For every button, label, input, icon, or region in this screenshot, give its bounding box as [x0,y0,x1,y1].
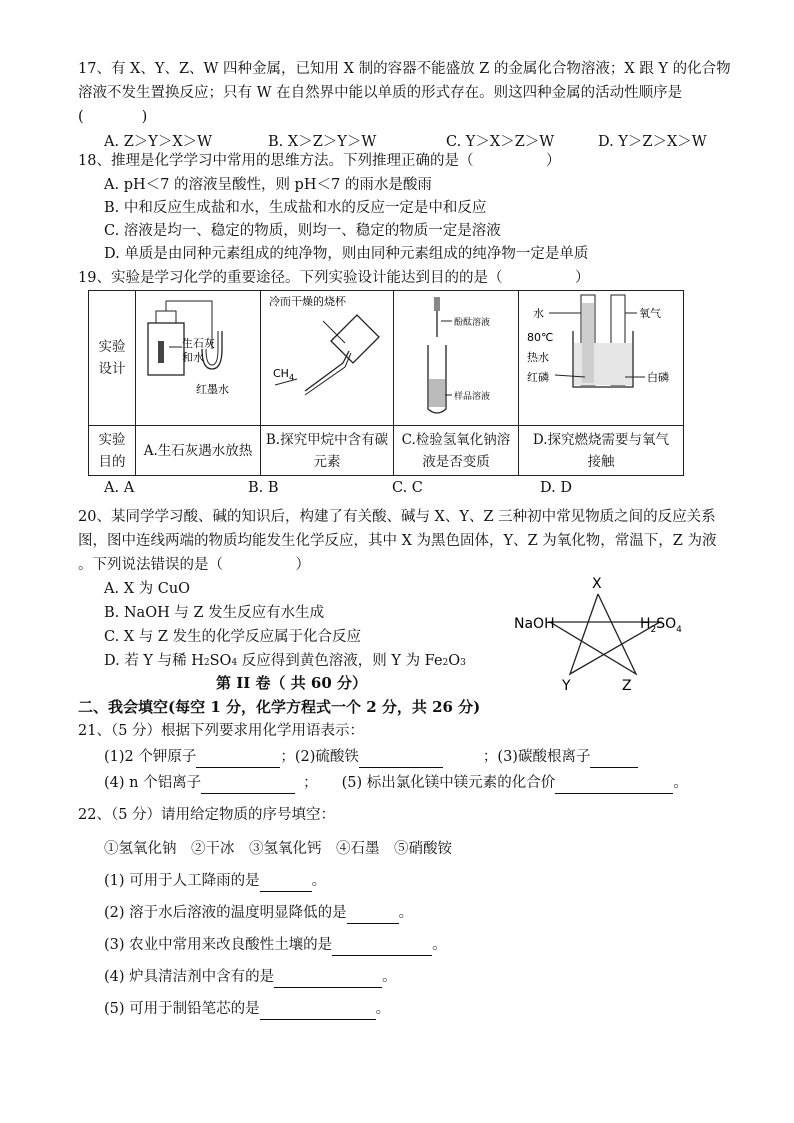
blank-22-1[interactable] [260,875,312,892]
blank-21-3[interactable] [590,751,638,768]
apparatus-c-drawing [394,291,518,421]
experiment-table [88,290,684,476]
star-node-x: X [592,576,602,592]
row-head-design: 实验设计 [89,291,136,426]
q17-option-c[interactable]: C. Y＞X＞Z＞W [446,134,555,150]
q17-paren: ( ) [78,109,148,125]
star-node-naoh: NaOH [514,616,555,632]
star-node-y: Y [562,678,571,692]
svg-text:热水: 热水 [527,351,549,364]
q18-option-a[interactable]: A. pH＜7 的溶液呈酸性，则 pH＜7 的雨水是酸雨 [104,177,432,193]
apparatus-b [261,291,394,426]
q22-stem: 22、（5 分）请用给定物质的序号填空： [78,807,336,823]
q22-item-3: (3) 农业中常用来改良酸性土壤的是 。 [104,934,447,956]
q19-option-d[interactable]: D. D [540,480,572,496]
svg-text:水: 水 [533,307,544,320]
svg-text:样品溶液: 样品溶液 [454,392,491,402]
svg-text:冷而干燥的烧杯: 冷而干燥的烧杯 [269,295,346,308]
q21-line2: (4) n 个铝离子 ； (5) 标出氯化镁中镁元素的化合价 。 [104,772,688,794]
blank-21-5[interactable] [555,777,673,794]
part2-title: 第 II 卷（ 共 60 分） [216,674,368,692]
purpose-d: D.探究燃烧需要与氧气接触 [519,426,684,476]
svg-text:红墨水: 红墨水 [196,383,229,396]
q17-line1: 17、有 X、Y、Z、W 四种金属，已知用 X 制的容器不能盛放 Z 的金属化合物溶液；X 跟 Y 的化合物 [78,61,731,77]
q22-substances: ①氢氧化钠 ②干冰 ③氢氧化钙 ④石墨 ⑤硝酸铵 [104,841,452,857]
q22-item-1: (1) 可用于人工降雨的是 。 [104,870,326,892]
q19-stem: 19、实验是学习化学的重要途径。下列实验设计能达到目的的是（ ） [78,270,590,286]
q18-option-c[interactable]: C. 溶液是均一、稳定的物质，则均一、稳定的物质一定是溶液 [104,223,501,239]
apparatus-c [394,291,519,426]
svg-text:生石灰: 生石灰 [182,337,215,350]
q17-option-d[interactable]: D. Y＞Z＞X＞W [598,134,707,150]
q20-option-c[interactable]: C. X 与 Z 发生的化学反应属于化合反应 [104,629,362,645]
q20-option-b[interactable]: B. NaOH 与 Z 发生反应有水生成 [104,605,325,621]
row-head-purpose: 实验目的 [89,426,136,476]
section2-title: 二、我会填空(每空 1 分，化学方程式一个 2 分，共 26 分) [78,698,481,716]
svg-text:氧气: 氧气 [639,307,661,320]
q19-option-a[interactable]: A. A [104,480,135,496]
q20-line3: 。下列说法错误的是（ ） [78,557,310,573]
q22-item-2: (2) 溶于水后溶液的温度明显降低的是 。 [104,902,413,924]
q21-stem: 21、（5 分）根据下列要求用化学用语表示： [78,723,365,739]
q22-item-4: (4) 炉具清洁剂中含有的是 。 [104,966,397,988]
apparatus-a-drawing [136,291,260,421]
q17-option-a[interactable]: A. Z＞Y＞X＞W [104,134,213,150]
blank-21-2[interactable] [359,751,443,768]
q19-option-c[interactable]: C. C [392,480,423,496]
purpose-c: C.检验氢氧化钠溶液是否变质 [394,426,519,476]
apparatus-b-drawing [261,291,393,421]
blank-22-4[interactable] [274,971,382,988]
purpose-a: A.生石灰遇水放热 [136,426,261,476]
svg-text:CH4: $CH_4$ [273,367,295,382]
q20-line1: 20、某同学学习酸、碱的知识后，构建了有关酸、碱与 X、Y、Z 三种初中常见物质之间的反应关系 [78,509,716,525]
star-node-z: Z [622,678,632,692]
q18-option-d[interactable]: D. 单质是由同种元素组成的纯净物，则由同种元素组成的纯净物一定是单质 [104,246,589,262]
blank-22-2[interactable] [347,907,399,924]
star-node-h2so4: $H_2SO_4$ [640,616,682,635]
blank-21-4[interactable] [201,777,295,794]
apparatus-d-drawing [519,291,683,421]
purpose-b: B.探究甲烷中含有碳元素 [261,426,394,476]
apparatus-a [136,291,261,426]
svg-text:红磷: 红磷 [527,371,549,384]
q22-item-5: (5) 可用于制铅笔芯的是 。 [104,998,390,1020]
q20-option-d[interactable]: D. 若 Y 与稀 H2SO4 反应得到黄色溶液，则 Y 为 Fe2O3 [104,653,466,669]
q20-option-a[interactable]: A. X 为 CuO [104,581,191,597]
q21-line1: (1)2 个钾原子 ；(2)硫酸铁 ；(3)碳酸根离子 [104,746,638,768]
q17-option-b[interactable]: B. X＞Z＞Y＞W [268,134,377,150]
q18-stem: 18、推理是化学学习中常用的思维方法。下列推理正确的是（ ） [78,153,561,169]
q20-line2: 图，图中连线两端的物质均能发生化学反应，其中 X 为黑色固体，Y、Z 为氧化物，常温下，Z 为液 [78,533,717,549]
svg-text:白磷: 白磷 [647,371,669,384]
blank-22-3[interactable] [332,939,432,956]
blank-21-1[interactable] [196,751,280,768]
svg-text:酚酞溶液: 酚酞溶液 [454,318,491,328]
q17-line2: 溶液不发生置换反应；只有 W 在自然界中能以单质的形式存在。则这四种金属的活动性顺序是 [78,85,683,101]
q19-option-b[interactable]: B. B [248,480,279,496]
star-diagram [510,572,710,692]
q18-option-b[interactable]: B. 中和反应生成盐和水，生成盐和水的反应一定是中和反应 [104,200,487,216]
svg-text:和水: 和水 [182,351,204,364]
blank-22-5[interactable] [260,1003,376,1020]
apparatus-d [519,291,684,426]
svg-text:80℃: 80℃ [527,331,554,344]
